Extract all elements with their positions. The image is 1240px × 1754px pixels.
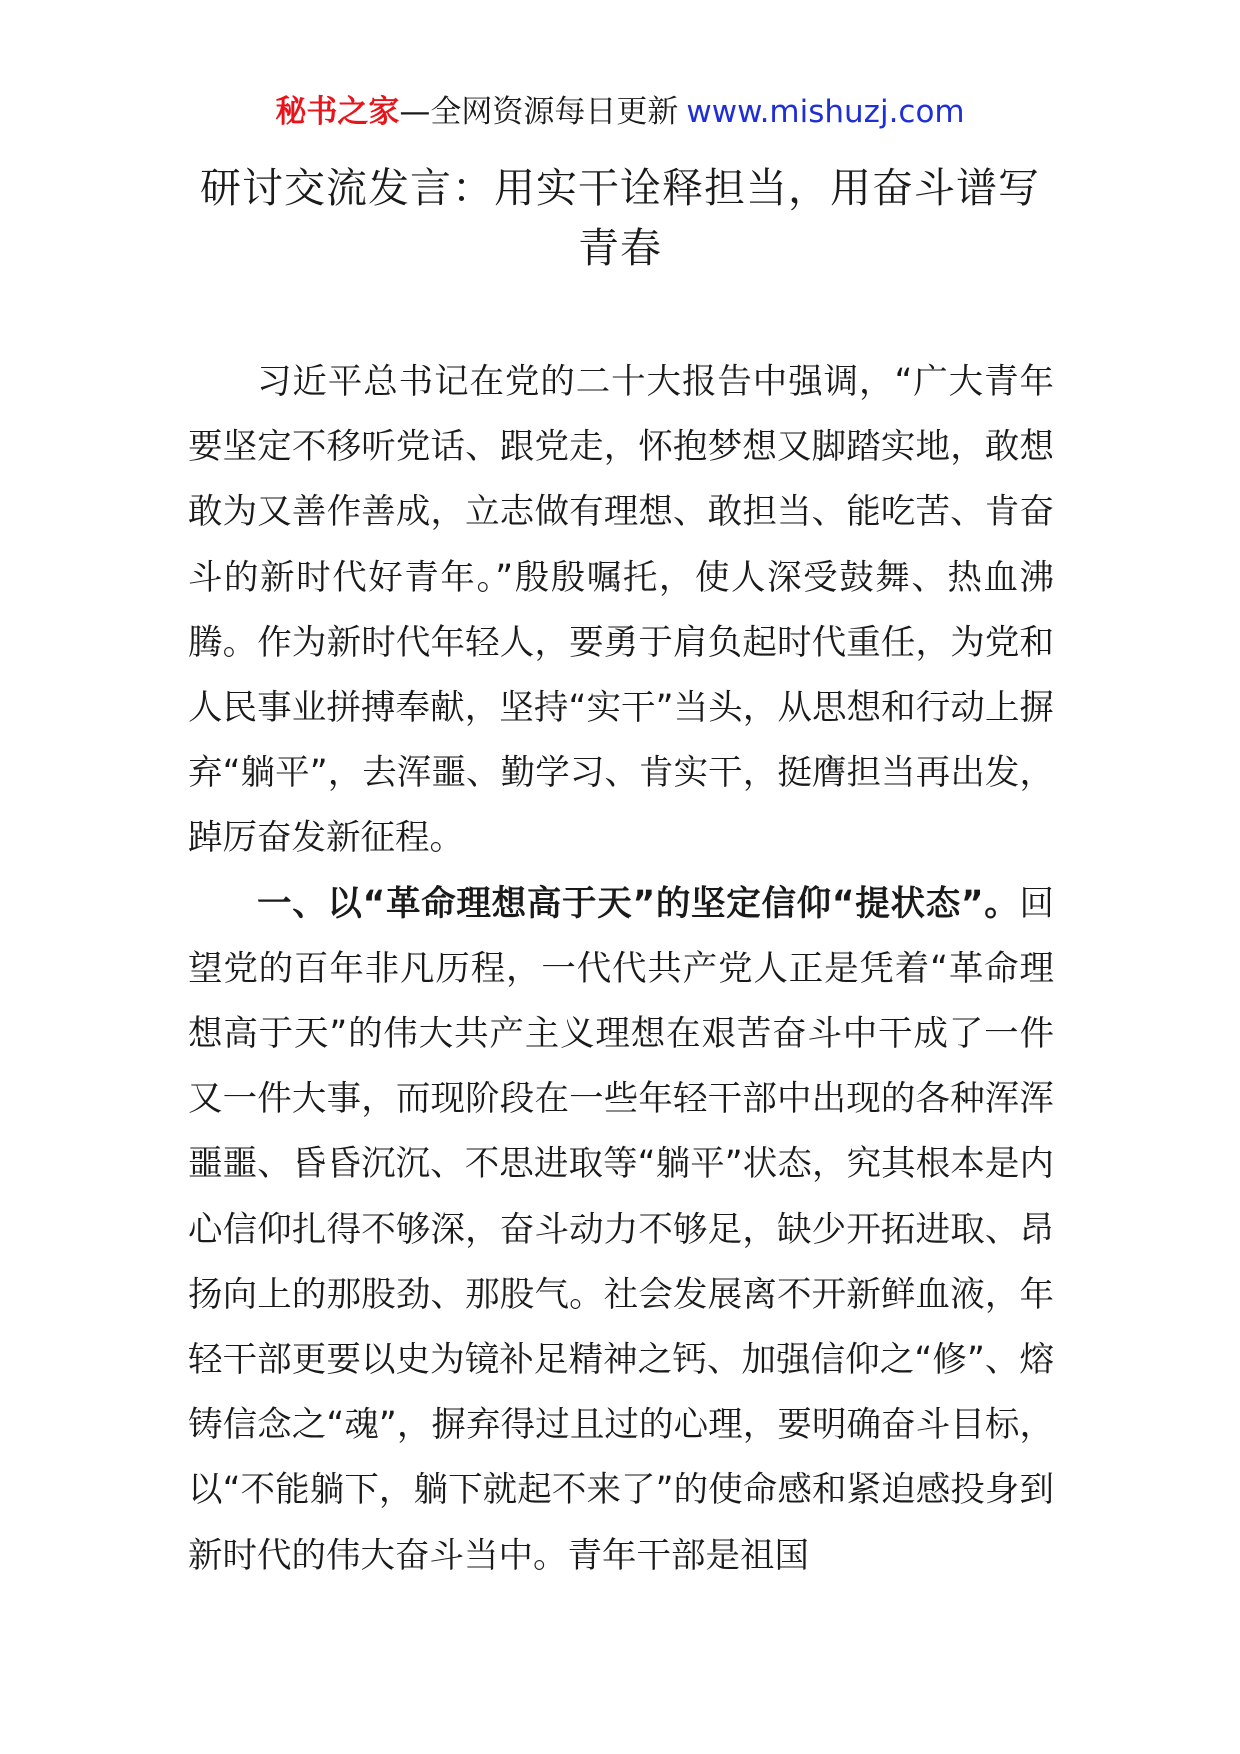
header-slogan: —全网资源每日更新 bbox=[399, 94, 679, 130]
site-url-link[interactable]: www.mishuzj.com bbox=[686, 94, 965, 130]
site-header bbox=[0, 92, 1240, 132]
document-title: 研讨交流发言：用实干诠释担当，用奋斗谱写青春 bbox=[200, 164, 1040, 272]
section-heading: 一、以“革命理想高于天”的坚定信仰“提状态”。 bbox=[257, 883, 1020, 924]
section-body: 回望党的百年非凡历程，一代代共产党人正是凭着“革命理想高于天”的伟大共产主义理想在艰苦奋斗中干成了一件又一件大事，而现阶段在一些年轻干部中出现的各种浑浑噩噩、昏昏沉沉、不思进取等“躺平”状态，究其根本是内心信仰扎得不够深，奋斗动力不够足，缺少开拓进取、昂扬向上的那股劲、那股气。社会发展离不开新鲜血液，年轻干部更要以史为镜补足精神之钙、加强信仰之“修”、熔铸信念之“魂”，摒弃得过且过的心理，要明确奋斗目标，以“不能躺下，躺下就起不来了”的使命感和紧迫感投身到新时代的伟大奋斗当中。青年干部是祖国 bbox=[188, 883, 1054, 1576]
paragraph-intro: 习近平总书记在党的二十大报告中强调，“广大青年要坚定不移听党话、跟党走，怀抱梦想又脚踏实地，敢想敢为又善作善成，立志做有理想、敢担当、能吃苦、肯奋斗的新时代好青年。”殷殷嘱托，使人深受鼓舞、热血沸腾。作为新时代年轻人，要勇于肩负起时代重任，为党和人民事业拼搏奉献，坚持“实干”当头，从思想和行动上摒弃“躺平”，去浑噩、勤学习、肯实干，挺膺担当再出发，踔厉奋发新征程。 bbox=[188, 362, 1054, 859]
brand-name: 秘书之家 bbox=[275, 94, 400, 130]
document-body bbox=[188, 350, 1054, 1589]
paragraph-section-1 bbox=[188, 872, 1054, 1589]
